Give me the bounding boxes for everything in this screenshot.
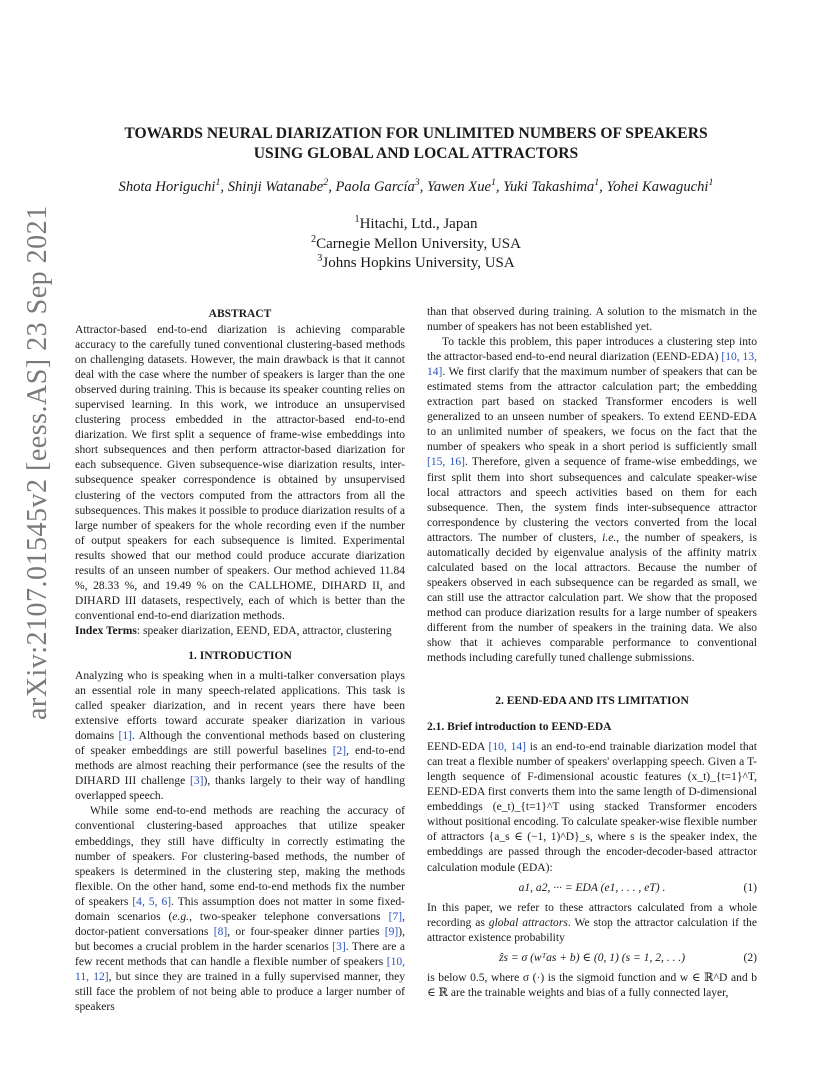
equation-number: (1) [743, 881, 757, 894]
citation-link[interactable]: [10, 13, 14] [427, 351, 757, 379]
citation-link[interactable]: [10, 14] [488, 741, 526, 754]
citation-link[interactable]: [2] [332, 745, 347, 758]
citation-link[interactable]: [8] [213, 925, 228, 938]
intro-paragraph-2: While some end-to-end methods are reaching the accuracy of conventional clustering-based approaches that utilize speaker embeddings, they still have difficulty in correctly estimating the number of speakers. For clustering-based methods, the number of speakers is determined in the clustering step, making the methods flexible. On the other hand, some end-to-end methods fix the number of speakers [4, 5, 6]. This assumption does not matter in some fixed-domain scenarios (e.g., two-speaker telephone conversations [7], doctor-patient conversations [8], or four-speaker dinner parties [9]), but becomes a crucial problem in the harder scenarios [3]. There are a few recent methods that can handle a flexible number of speakers [10, 11, 12], but since they are trained in a fully supervised manner, they still face the problem of not being able to produce a larger number of speakers [75, 805, 406, 1014]
global-attractor-paragraph: In this paper, we refer to these attractors calculated from a whole recording as global attractors. We stop the attractor calculation if the attractor existence probability [427, 901, 757, 944]
citation-link[interactable]: [3] [332, 940, 346, 953]
author: Yawen Xue$^1$ [427, 177, 496, 195]
author: Shota Horiguchi$^1$ [118, 177, 221, 195]
intro-continuation: than that observed during training. A solution to the mismatch in the number of speakers has not been established yet. [427, 306, 757, 334]
intro-paragraph-3: To tackle this problem, this paper introduces a clustering step into the attractor-based end-to-end neural diarization (EEND-EDA) [10, 13, 14]. We first clarify that the maximum number of speakers that can be estimated stems from the attractor calculation part; the embedding extraction part based on stacked Transformer encoders is well generalized to an unseen number of speakers. To extend EEND-EDA to an unlimited number of speakers, we focus on the fact that the number of speakers who speak in a short period is sufficiently small [15, 16]. Therefore, given a sequence of frame-wise embeddings, we first split them into short subsequences and calculate speaker-wise local attractors and speech activities based on them for each subsequence. Then, the system finds inter-subsequence attractor correspondence by clustering the vectors converted from the local attractors. The number of clusters, i.e., the number of speakers, is automatically decided by eigenvalue analysis of the affinity matrix calculated based on the local attractors. Because the number of speakers observed in each subsequence can be regarded as small, we can still use the attractor calculation part. We show that the proposed method can produce diarization results for a large number of speakers different from the number of speakers in the training data. We also show that it achieves comparable performance to conventional methods including carefully tuned challenge submissions. [427, 336, 758, 665]
equation-1: a1, a2, ··· = EDA (e1, . . . , eT) . (1) [518, 881, 757, 894]
author: Yohei Kawaguchi$^1$ [606, 177, 714, 195]
author: Paola García$^3$ [335, 177, 420, 195]
eend-eda-paragraph: EEND-EDA [10, 14] is an end-to-end trainable diarization model that can treat a flexible number of speakers' overlapping speech. Given a T-length sequence of F-dimensional acoustic features (x_t)_{t=1}^T, EEND-EDA first converts them into the same length of D-dimensional embeddings (e_t)_{t=1}^T using stacked Transformer encoders without positional encoding. To calculate speaker-wise flexible number of attractors {a_s ∈ (−1, 1)^D}_s, where s is the speaker index, the embeddings are passed through the encoder-decoder-based attractor calculation module (EDA): [427, 741, 757, 874]
citation-link[interactable]: [15, 16] [427, 456, 465, 469]
affiliation: $^3$Johns Hopkins University, USA [317, 253, 515, 271]
citation-link[interactable]: [4, 5, 6] [132, 895, 172, 908]
citation-link[interactable]: [9] [384, 925, 399, 938]
citation-link[interactable]: [10, 11, 12] [75, 955, 405, 983]
title-line-1: TOWARDS NEURAL DIARIZATION FOR UNLIMITED NUMBERS OF SPEAKERS [124, 125, 708, 142]
arxiv-watermark: arXiv:2107.01545v2 [eess.AS] 23 Sep 2021 [22, 205, 53, 720]
abstract-text: Attractor-based end-to-end diarization is achieving comparable accuracy to the carefully tuned conventional clustering-based methods on challenging datasets. However, the main drawback is that it cannot deal with the case where the number of speakers is larger than the one observed during training. This is because its speaker counting relies on supervised learning. In this work, we introduce an unsupervised clustering process embedded in the attractor-based end-to-end diarization. We first split a sequence of frame-wise embeddings into short subsequences and then perform attractor-based diarization for each subsequence. Given subsequence-wise diarization results, inter-subsequence speaker correspondence is obtained by unsupervised clustering of the vectors computed from the attractors from all the subsequences. This makes it possible to produce diarization results of a large number of speakers for the whole recording even if the number of output speakers for each subsequence is limited. Experimental results showed that our method could produce accurate diarization results of an unseen number of speakers. Our method achieved 11.84 %, 28.33 %, and 19.49 % on the CALLHOME, DIHARD II, and DIHARD III datasets, respectively, each of which is better than the conventional end-to-end diarization methods. [75, 324, 405, 622]
citation-link[interactable]: [1] [118, 730, 133, 743]
section-1-heading: 1. INTRODUCTION [188, 649, 292, 662]
affiliation: $^1$Hitachi, Ltd., Japan [354, 214, 478, 232]
title-line-2: USING GLOBAL AND LOCAL ATTRACTORS [253, 145, 579, 162]
sigmoid-paragraph: is below 0.5, where σ (·) is the sigmoid function and w ∈ ℝ^D and b ∈ ℝ are the trainable weights and bias of a fully connected layer, [427, 971, 757, 999]
affiliation: $^2$Carnegie Mellon University, USA [311, 233, 521, 252]
affiliations [75, 215, 757, 274]
abstract-heading: ABSTRACT [208, 308, 272, 320]
intro-paragraph-1: Analyzing who is speaking when in a multi-talker conversation plays an essential role in many speech-related applications. This task is called speaker diarization, and in recent years there have been extensive efforts toward accurate speaker diarization in various domains [1]. Although the conventional methods based on clustering of speaker embeddings are still powerful baselines [2], end-to-end methods are almost reaching their performance (see the results of the DIHARD III challenge [3]), thanks largely to their way of handling overlapped speech. [75, 669, 406, 803]
index-terms: Index Terms: speaker diarization, EEND, EDA, attractor, clustering [75, 624, 392, 637]
citation-link[interactable]: [3] [190, 775, 204, 788]
citation-link[interactable]: [7] [388, 910, 403, 923]
subsection-2-1-heading: 2.1. Brief introduction to EEND-EDA [427, 721, 612, 734]
equation-number: (2) [743, 951, 757, 964]
right-column [427, 305, 757, 1001]
author-list: Shota Horiguchi$^1$, Shinji Watanabe$^2$, Paola García$^3$, Yawen Xue$^1$, Yuki Takashima$^1$, Yohei Kawaguchi$^1$ [118, 177, 714, 195]
left-column [75, 305, 405, 1015]
equation-2: ẑs = σ (wᵀas + b) ∈ (0, 1) (s = 1, 2, . . .) (2) [498, 951, 757, 964]
section-2-heading: 2. EEND-EDA AND ITS LIMITATION [495, 695, 689, 708]
author: Yuki Takashima$^1$ [503, 177, 600, 195]
paper-title [75, 124, 757, 164]
author: Shinji Watanabe$^2$ [227, 177, 329, 195]
